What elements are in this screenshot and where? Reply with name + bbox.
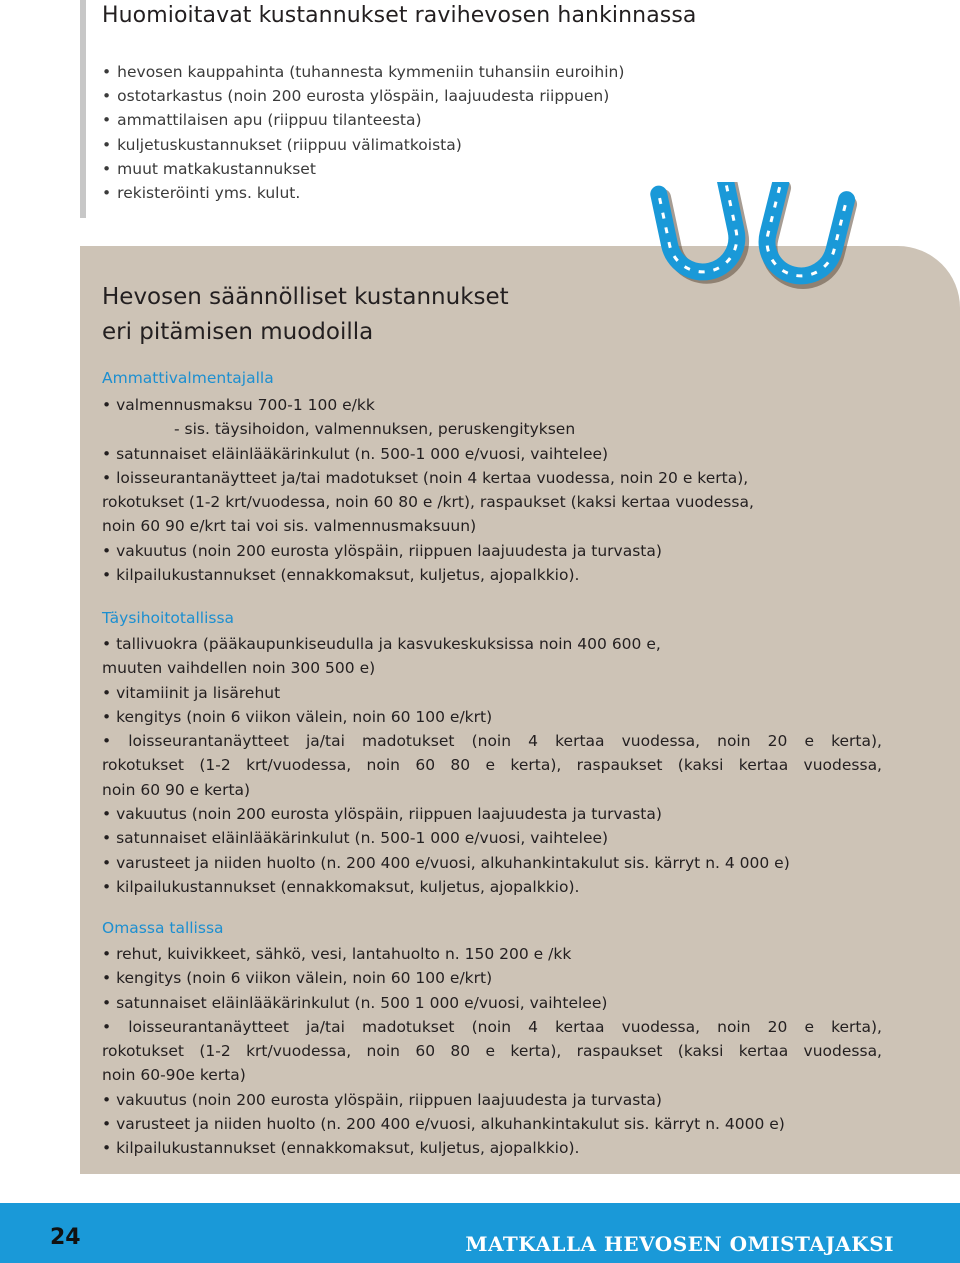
list-item: • vitamiinit ja lisärehut bbox=[102, 681, 882, 705]
list-item: • kilpailukustannukset (ennakkomaksut, kuljetus, ajopalkkio). bbox=[102, 875, 882, 899]
list-item: • varusteet ja niiden huolto (n. 200 400 e/vuosi, alkuhankintakulut sis. kärryt n. 4 000 e) bbox=[102, 851, 882, 875]
footer-title: MATKALLA HEVOSEN OMISTAJAKSI bbox=[465, 1232, 894, 1256]
section-content bbox=[102, 393, 882, 587]
list-item: • ostotarkastus (noin 200 eurosta ylöspäin, laajuudesta riippuen) bbox=[102, 84, 624, 108]
list-item: • loisseurantanäytteet ja/tai madotukset (noin 4 kertaa vuodessa, noin 20 e kerta), bbox=[102, 466, 882, 490]
list-item: • kengitys (noin 6 viikon välein, noin 60 100 e/krt) bbox=[102, 705, 882, 729]
acquisition-costs-list bbox=[102, 60, 624, 205]
accent-bar bbox=[80, 0, 86, 218]
list-item: • loisseurantanäytteet ja/tai madotukset (noin 4 kertaa vuodessa, noin 20 e kerta), bbox=[102, 1015, 882, 1039]
list-item: • vakuutus (noin 200 eurosta ylöspäin, riippuen laajuudesta ja turvasta) bbox=[102, 1088, 882, 1112]
list-item: • ammattilaisen apu (riippuu tilanteesta) bbox=[102, 108, 624, 132]
list-item: • kengitys (noin 6 viikon välein, noin 60 100 e/krt) bbox=[102, 966, 882, 990]
section-heading: Täysihoitotallissa bbox=[102, 609, 235, 627]
top-title: Huomioitavat kustannukset ravihevosen hankinnassa bbox=[102, 3, 697, 28]
list-item-continuation: rokotukset (1-2 krt/vuodessa, noin 60 80 e kerta), raspaukset (kaksi kertaa vuodessa, bbox=[102, 756, 882, 775]
page-number: 24 bbox=[50, 1225, 81, 1250]
list-item: • rehut, kuivikkeet, sähkö, vesi, lantahuolto n. 150 200 e /kk bbox=[102, 942, 882, 966]
section-content bbox=[102, 942, 882, 1161]
panel-title bbox=[102, 280, 509, 350]
list-item: • rekisteröinti yms. kulut. bbox=[102, 181, 624, 205]
panel-title-line: Hevosen säännölliset kustannukset bbox=[102, 284, 509, 310]
list-item: • vakuutus (noin 200 eurosta ylöspäin, riippuen laajuudesta ja turvasta) bbox=[102, 802, 882, 826]
list-item-continuation: rokotukset (1-2 krt/vuodessa, noin 60 80 e kerta), raspaukset (kaksi kertaa vuodessa, bbox=[102, 1042, 882, 1061]
section-content bbox=[102, 632, 882, 899]
list-item: • kuljetuskustannukset (riippuu välimatkoista) bbox=[102, 133, 624, 157]
list-item: • satunnaiset eläinlääkärinkulut (n. 500-1 000 e/vuosi, vaihtelee) bbox=[102, 442, 882, 466]
list-item: • loisseurantanäytteet ja/tai madotukset (noin 4 kertaa vuodessa, noin 20 e kerta), bbox=[102, 729, 882, 753]
list-item: • kilpailukustannukset (ennakkomaksut, kuljetus, ajopalkkio). bbox=[102, 563, 882, 587]
list-item: • hevosen kauppahinta (tuhannesta kymmeniin tuhansiin euroihin) bbox=[102, 60, 624, 84]
list-item: • kilpailukustannukset (ennakkomaksut, kuljetus, ajopalkkio). bbox=[102, 1136, 882, 1160]
list-item-continuation: noin 60 90 e kerta) bbox=[102, 780, 251, 799]
list-item-continuation: noin 60 90 e/krt tai voi sis. valmennusmaksuun) bbox=[102, 517, 477, 536]
list-item-continuation: rokotukset (1-2 krt/vuodessa, noin 60 80 e /krt), raspaukset (kaksi kertaa vuodessa, bbox=[102, 493, 754, 512]
list-item: • satunnaiset eläinlääkärinkulut (n. 500-1 000 e/vuosi, vaihtelee) bbox=[102, 826, 882, 850]
section-heading: Ammattivalmentajalla bbox=[102, 369, 274, 387]
list-item: • satunnaiset eläinlääkärinkulut (n. 500 1 000 e/vuosi, vaihtelee) bbox=[102, 991, 882, 1015]
list-item-continuation: - sis. täysihoidon, valmennuksen, peruskengityksen bbox=[174, 420, 576, 439]
panel-title-line: eri pitämisen muodoilla bbox=[102, 319, 374, 345]
list-item: • varusteet ja niiden huolto (n. 200 400 e/vuosi, alkuhankintakulut sis. kärryt n. 4000 e) bbox=[102, 1112, 882, 1136]
list-item: • vakuutus (noin 200 eurosta ylöspäin, riippuen laajuudesta ja turvasta) bbox=[102, 539, 882, 563]
list-item-continuation: noin 60-90e kerta) bbox=[102, 1066, 246, 1085]
list-item: • tallivuokra (pääkaupunkiseudulla ja kasvukeskuksissa noin 400 600 e, bbox=[102, 632, 882, 656]
list-item-continuation: muuten vaihdellen noin 300 500 e) bbox=[102, 659, 376, 678]
horseshoes-decoration bbox=[650, 182, 860, 290]
horseshoe-icon bbox=[759, 183, 850, 288]
list-item: • muut matkakustannukset bbox=[102, 157, 624, 181]
section-heading: Omassa tallissa bbox=[102, 919, 224, 937]
list-item: • valmennusmaksu 700-1 100 e/kk bbox=[102, 393, 882, 417]
horseshoe-icon bbox=[659, 182, 747, 282]
